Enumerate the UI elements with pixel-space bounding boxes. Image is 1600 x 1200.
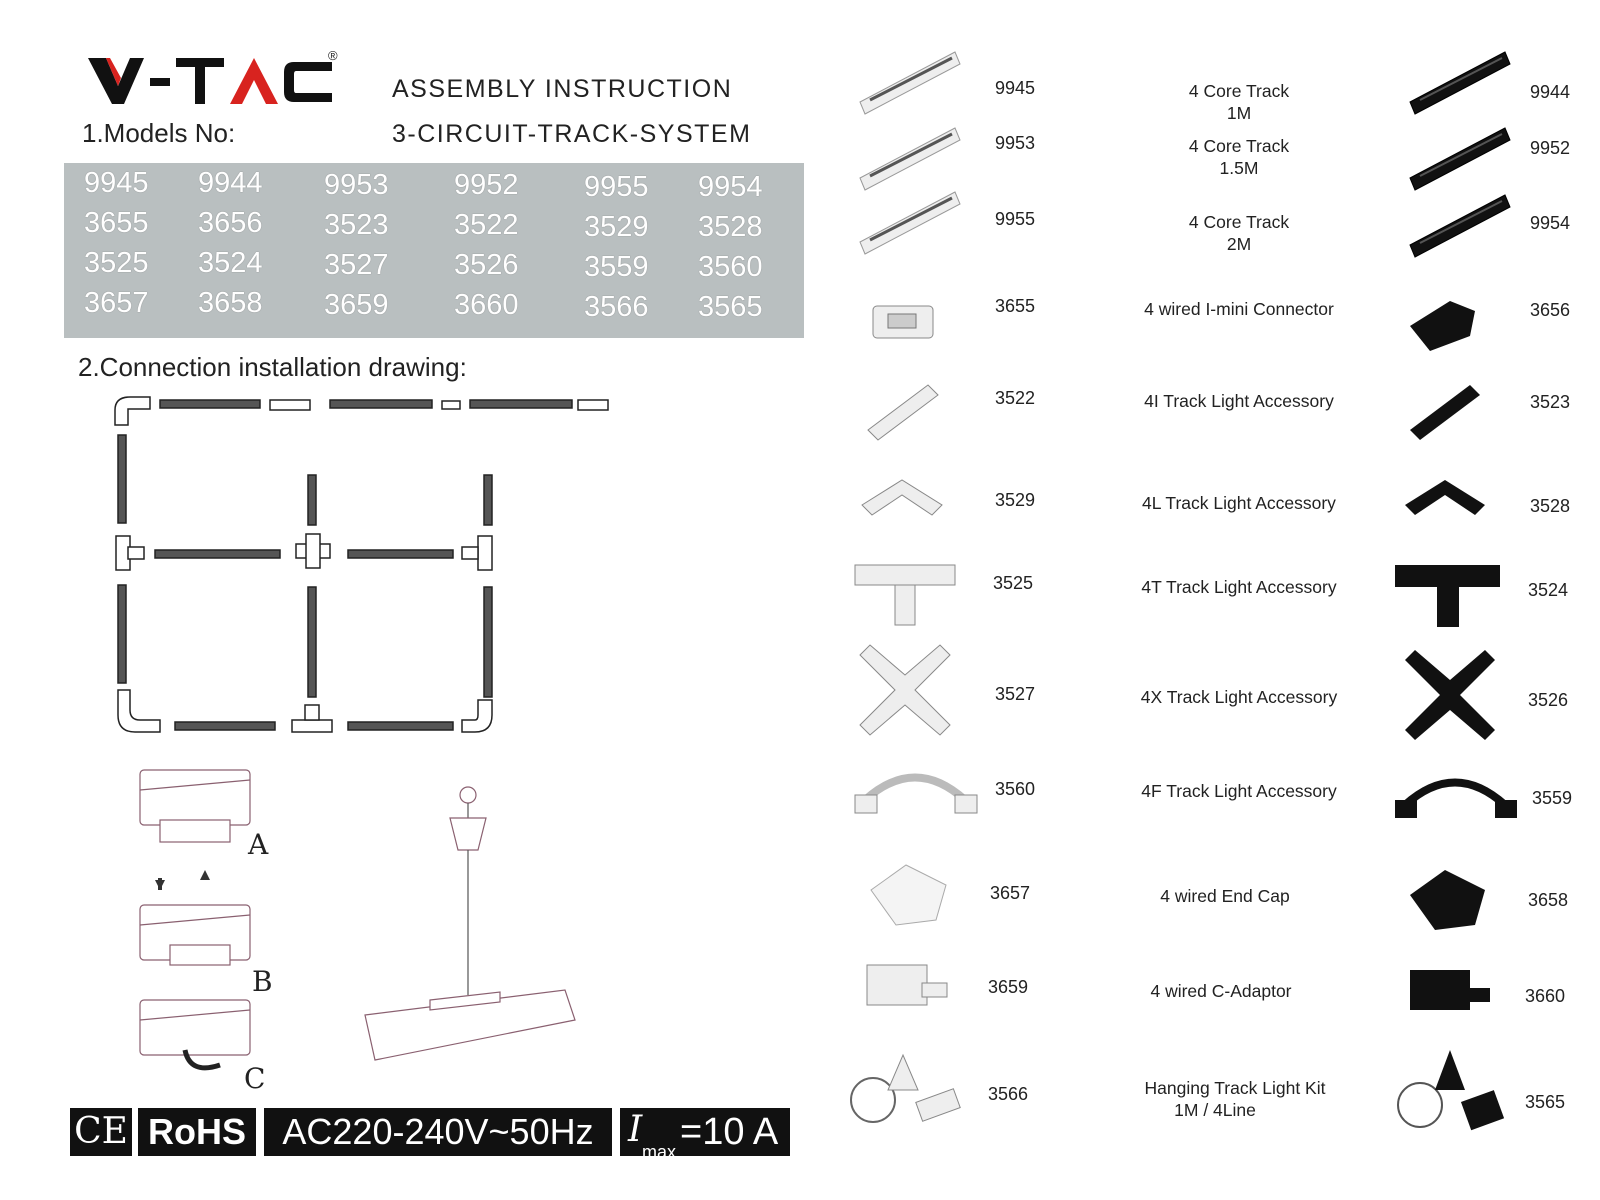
black-track-icon — [1410, 195, 1530, 275]
document-subtitle: 3-CIRCUIT-TRACK-SYSTEM — [392, 120, 752, 148]
model-number: 3526 — [454, 249, 519, 281]
white-mini-connector-icon — [868, 296, 948, 356]
black-product-code: 3524 — [1528, 580, 1569, 600]
model-number: 9945 — [84, 167, 149, 199]
model-number: 9955 — [584, 171, 649, 203]
model-number: 9952 — [454, 169, 519, 201]
white-product-code: 9955 — [995, 209, 1036, 229]
mount-label-a: A — [248, 828, 269, 861]
black-end-cap-icon — [1405, 865, 1495, 945]
black-product-code: 3658 — [1528, 890, 1569, 910]
model-number: 3565 — [698, 291, 763, 323]
white-product-code: 9953 — [995, 133, 1036, 153]
product-description: 4 wired C-Adaptor — [1150, 981, 1292, 1001]
black-i-connector-icon — [1410, 380, 1490, 450]
product-description: 4L Track Light Accessory — [1142, 493, 1336, 513]
registered-mark: ® — [328, 48, 338, 63]
model-number: 3523 — [324, 209, 389, 241]
model-number: 3522 — [454, 209, 519, 241]
black-t-connector-icon — [1395, 560, 1505, 630]
white-product-code: 3655 — [995, 296, 1036, 316]
black-product-code: 3565 — [1525, 1092, 1566, 1112]
model-number: 3525 — [84, 247, 149, 279]
white-product-code: 9945 — [995, 78, 1036, 98]
product-description-sub: 1M — [1226, 103, 1252, 123]
voltage-rating: AC220-240V~50Hz — [264, 1108, 612, 1156]
black-l-connector-icon — [1405, 475, 1495, 535]
product-description: 4 Core Track — [1188, 212, 1290, 232]
product-description: 4X Track Light Accessory — [1140, 687, 1338, 707]
white-track-icon — [860, 192, 980, 272]
current-symbol: I — [628, 1109, 643, 1150]
models-heading: 1.Models No: — [82, 118, 236, 148]
model-number: 3655 — [84, 207, 149, 239]
white-product-code: 3522 — [995, 388, 1036, 408]
model-number: 9954 — [698, 171, 763, 203]
black-product-code: 3523 — [1530, 392, 1571, 412]
product-description: 4 wired I-mini Connector — [1144, 299, 1334, 319]
black-track-icon — [1410, 52, 1530, 132]
model-number: 3658 — [198, 287, 263, 319]
white-flex-connector-icon — [855, 760, 985, 830]
model-number: 3657 — [84, 287, 149, 319]
model-number: 9953 — [324, 169, 389, 201]
black-product-code: 3526 — [1528, 690, 1569, 710]
rohs-mark: RoHS — [138, 1108, 256, 1156]
black-mini-connector-icon — [1410, 296, 1490, 356]
model-number: 3660 — [454, 289, 519, 321]
white-x-connector-icon — [860, 645, 950, 735]
product-description: 4I Track Light Accessory — [1144, 391, 1334, 411]
current-rating — [620, 1108, 790, 1162]
white-l-connector-icon — [862, 475, 952, 535]
model-number: 3528 — [698, 211, 763, 243]
product-description: Hanging Track Light Kit — [1144, 1078, 1326, 1098]
black-product-code: 9952 — [1530, 138, 1571, 158]
document-title: ASSEMBLY INSTRUCTION — [392, 75, 733, 103]
white-product-code: 3657 — [990, 883, 1031, 903]
white-track-icon — [860, 52, 980, 132]
white-i-connector-icon — [868, 380, 948, 450]
model-number: 3560 — [698, 251, 763, 283]
white-t-connector-icon — [855, 560, 955, 630]
mount-label-c: C — [244, 1062, 266, 1095]
black-product-code: 9944 — [1530, 82, 1571, 102]
black-product-code: 3660 — [1525, 986, 1566, 1006]
white-c-adaptor-icon — [862, 955, 962, 1025]
connection-heading: 2.Connection installation drawing: — [78, 352, 467, 382]
product-description-sub: 1M / 4Line — [1174, 1100, 1256, 1120]
product-description: 4T Track Light Accessory — [1141, 577, 1337, 597]
model-number: 3527 — [324, 249, 389, 281]
model-number: 3566 — [584, 291, 649, 323]
model-number: 3659 — [324, 289, 389, 321]
white-hanging-kit-icon — [848, 1050, 968, 1140]
current-subscript: max — [642, 1142, 677, 1162]
connection-drawing — [0, 0, 620, 360]
product-description: 4 Core Track — [1188, 136, 1290, 156]
product-description-sub: 1.5M — [1219, 158, 1259, 178]
white-product-code: 3527 — [995, 684, 1036, 704]
white-end-cap-icon — [866, 860, 956, 930]
mount-label-b: B — [252, 965, 273, 998]
model-number: 3524 — [198, 247, 263, 279]
product-description: 4F Track Light Accessory — [1141, 781, 1337, 801]
white-product-code: 3659 — [988, 977, 1029, 997]
model-number: 3529 — [584, 211, 649, 243]
black-product-code: 9954 — [1530, 213, 1571, 233]
model-number: 9944 — [198, 167, 263, 199]
black-product-code: 3528 — [1530, 496, 1571, 516]
current-value: =10 A — [680, 1111, 779, 1153]
product-description: 4 Core Track — [1188, 81, 1290, 101]
black-x-connector-icon — [1405, 650, 1495, 740]
white-product-code: 3560 — [995, 779, 1036, 799]
white-product-code: 3566 — [988, 1084, 1029, 1104]
black-product-code: 3656 — [1530, 300, 1571, 320]
black-hanging-kit-icon — [1395, 1045, 1515, 1145]
black-product-code: 3559 — [1532, 788, 1573, 808]
product-description: 4 wired End Cap — [1160, 886, 1290, 906]
model-number: 3656 — [198, 207, 263, 239]
black-flex-connector-icon — [1395, 765, 1525, 835]
white-product-code: 3529 — [995, 490, 1036, 510]
model-number: 3559 — [584, 251, 649, 283]
black-c-adaptor-icon — [1405, 960, 1505, 1030]
ce-mark: CE — [70, 1108, 132, 1156]
product-description-sub: 2M — [1226, 234, 1252, 254]
white-product-code: 3525 — [993, 573, 1034, 593]
